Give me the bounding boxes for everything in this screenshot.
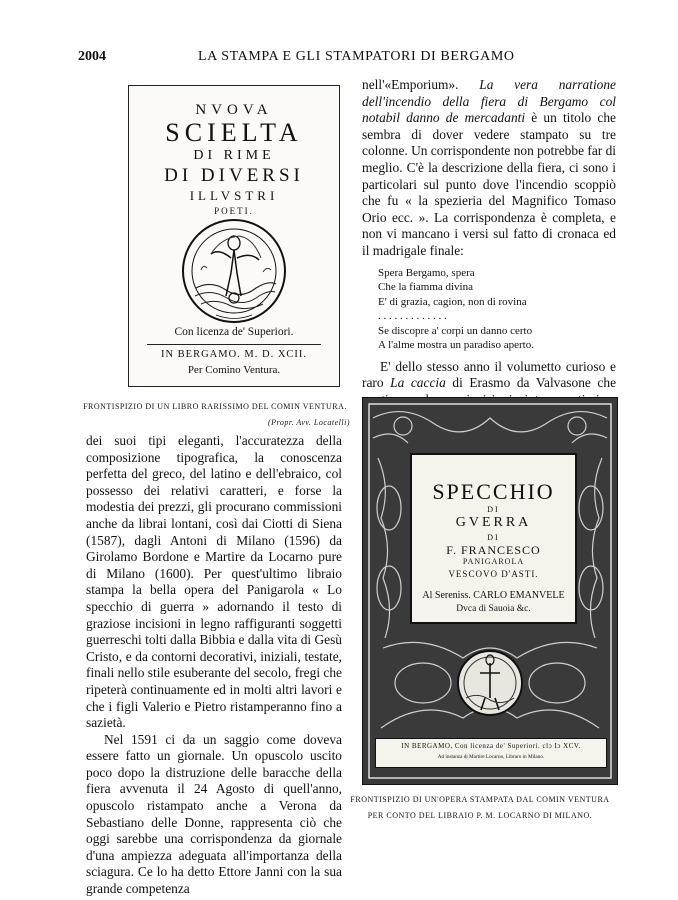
poem-line: A l'alme mostra un paradiso aperto. bbox=[378, 339, 534, 352]
paragraph-giornale: Nel 1591 ci da un saggio come doveva essere fatto un giornale. Un opuscolo uscito poco dopo la distruzione delle baracche della fiera avvenuta il 24 Agosto di quell'anno, opuscolo ristampato anche a Verona da Sebastiano delle Donne, rappresenta ciò che oggi sarebbe una corrispondenza da giornale d'una ampiezza adeguata all'importanza della sciagura. Ce lo ha detto Ettore Janni con la sua grande competenza bbox=[86, 731, 342, 897]
tp2-di-2: DI bbox=[487, 533, 500, 542]
paragraph-emporium: nell'«Emporium». La vera narratione dell'incendio della fiera di Bergamo col notabil danno de mercadanti è un titolo che sembra di dover vedere stampato su tre colonne. Un corrispondente non potrebbe far di meglio. C'è la descrizione della fiera, ci sono i particolari sul punto dove l'incendio scoppiò che fu « la spezieria del Magnifico Tomaso Orio ecc. ». La corrispondenza è completa, e non vi mancano i versi sul fatto di cronaca ed il madrigale finale: bbox=[362, 77, 616, 258]
tp1-line-di-rime: DI RIME bbox=[193, 148, 275, 163]
tp2-author: F. FRANCESCO bbox=[446, 543, 541, 557]
tp1-imprint-printer: Per Comino Ventura. bbox=[187, 364, 281, 376]
title-page-specchio-di-guerra bbox=[362, 397, 618, 785]
tp2-di: DI bbox=[487, 505, 500, 514]
poem-line: Se discopre a' corpi un danno certo bbox=[378, 324, 533, 337]
figure1-caption: FRONTISPIZIO DI UN LIBRO RARISSIMO DEL COMIN VENTURA. bbox=[83, 402, 347, 411]
tp1-line-poeti: POETI. bbox=[214, 206, 254, 216]
tp1-line-di-diversi: DI DIVERSI bbox=[164, 165, 304, 186]
running-title: LA STAMPA E GLI STAMPATORI DI BERGAMO bbox=[198, 49, 515, 64]
paragraph-caccia: E' dello stesso anno il volumetto curioso e raro La caccia di Erasmo da Valvasone che bbox=[362, 358, 617, 391]
tp1-rule bbox=[147, 344, 321, 345]
tp2-title-specchio: SPECCHIO bbox=[432, 479, 555, 504]
tp2-imprint bbox=[375, 738, 607, 768]
tp1-line-nvova: NVOVA bbox=[195, 102, 273, 118]
poem-line: Che la fiamma divina bbox=[378, 281, 473, 294]
tp1-license: Con licenza de' Superiori. bbox=[174, 326, 294, 338]
tp1-line-scielta: SCIELTA bbox=[165, 118, 303, 147]
figure2-caption-2: PER CONTO DEL LIBRAIO P. M. LOCARNO DI MILANO. bbox=[367, 811, 593, 820]
title-page-nuova-scielta bbox=[128, 85, 340, 387]
tp2-dedication-2: Dvca di Sauoia &c. bbox=[456, 604, 531, 614]
tp1-line-illustri: ILLVSTRI bbox=[189, 188, 279, 203]
tp2-author-surname: PANIGAROLA bbox=[462, 557, 525, 566]
tp2-title-guerra: GVERRA bbox=[455, 515, 532, 530]
tp2-author-title: VESCOVO D'ASTI. bbox=[448, 569, 539, 579]
poem-ellipsis: . . . . . . . . . . . . . bbox=[378, 310, 447, 323]
tp2-title-cartouche bbox=[410, 453, 577, 624]
poem-line: Spera Bergamo, spera bbox=[378, 266, 475, 279]
figure2-caption: FRONTISPIZIO DI UN'OPERA STAMPATA DAL COMIN VENTURA bbox=[350, 795, 610, 804]
running-header bbox=[78, 49, 618, 69]
tp2-imprint-line-2: Ad instanza di Martire Locarno, Libraro in Milano. bbox=[437, 754, 545, 760]
left-column-text bbox=[86, 433, 342, 898]
fortuna-emblem-icon bbox=[181, 218, 287, 324]
paragraph-tipi-eleganti: dei suoi tipi eleganti, l'accuratezza della composizione tipografica, la conoscenza perfetta del greco, del latino e dell'ebraico, col possesso dei relativi caratteri, e forse la modestia dei prezzi, gli procurano commissioni anche da librai lontani, così dai Ciotti di Siena (1587), dagli Antoni di Milano (1596) da Girolamo Bordone e Martire da Locarno pure di Milano (1600). Per quest'ultimo libraio stampa la bella opera del Panigarola « Lo specchio di guerra » adornando il testo di graziose incisioni in legno raffiguranti soggetti guerreschi tolti dalla Bibbia e dalla vita di Gesù Cristo, e da contorni decorativi, iniziali, testate, finali nello stile esuberante del secolo, fregi che ripeterà continuamente ed in molti altri lavori e che i figli Valerio e Pietro ristamperanno fino a sazietà. bbox=[86, 433, 342, 731]
right-column-text bbox=[362, 77, 616, 442]
tp1-imprint-place: IN BERGAMO. M. D. XCII. bbox=[160, 349, 308, 360]
page-number: 2004 bbox=[78, 49, 106, 64]
poem-line: E' di grazia, cagion, non di rovina bbox=[378, 295, 527, 308]
tp2-dedication: Al Sereniss. CARLO EMANVELE bbox=[422, 590, 565, 601]
tp2-imprint-line: IN BERGAMO, Con licenza de' Superiori. clɔ Iɔ XCV. bbox=[401, 742, 581, 750]
figure1-credit: (Propr. Avv. Locatelli) bbox=[267, 418, 350, 427]
madrigal-poem bbox=[378, 266, 616, 353]
